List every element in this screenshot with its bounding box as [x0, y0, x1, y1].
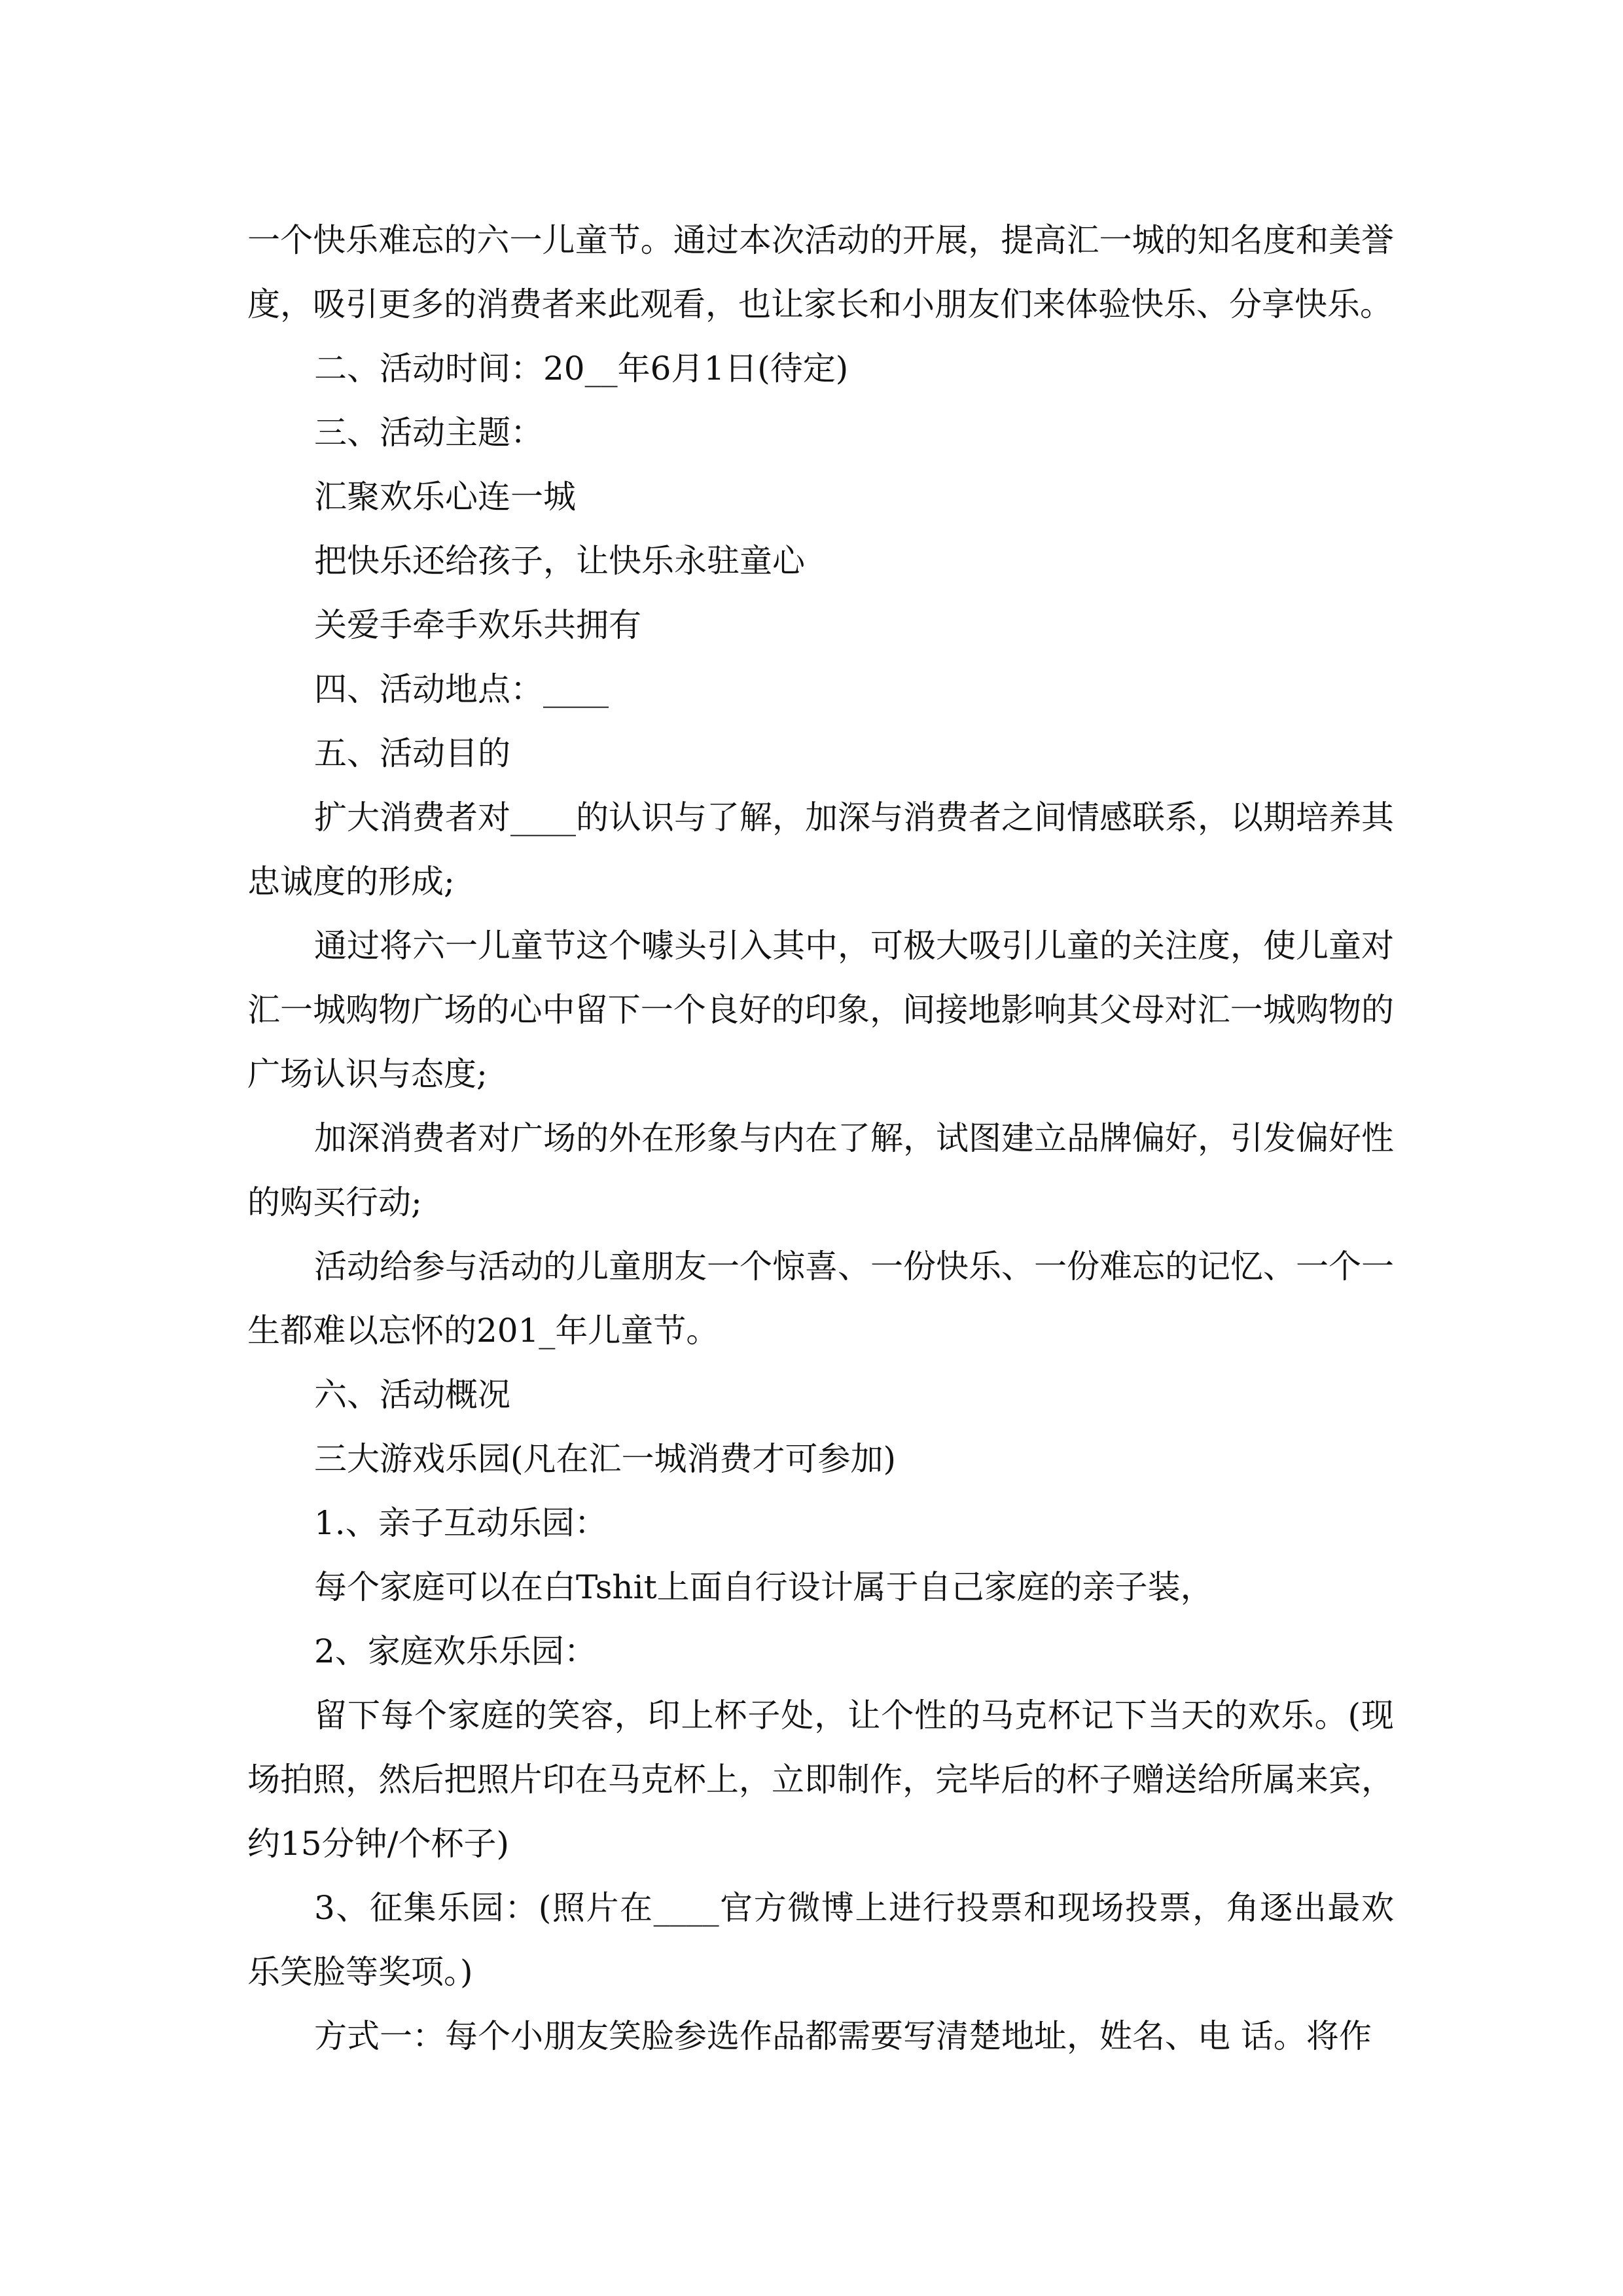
paragraph-purpose-2: 通过将六一儿童节这个噱头引入其中，可极大吸引儿童的关注度，使儿童对汇一城购物广场的心中留下一个良好的印象，间接地影响其父母对汇一城购物的广场认识与态度; [247, 927, 1394, 1093]
paragraph-park-3: 3、征集乐园：(照片在____官方微博上进行投票和现场投票，角逐出最欢乐笑脸等奖项。) [247, 1889, 1394, 1991]
paragraph-intro-continuation: 一个快乐难忘的六一儿童节。通过本次活动的开展，提高汇一城的知名度和美誉度，吸引更多的消费者来此观看，也让家长和小朋友们来体验快乐、分享快乐。 [247, 221, 1394, 323]
paragraph-method-1: 方式一：每个小朋友笑脸参选作品都需要写清楚地址，姓名、电 话。将作 [314, 2017, 1372, 2055]
paragraph-three-parks: 三大游戏乐园(凡在汇一城消费才可参加) [314, 1440, 897, 1478]
paragraph-park-2-desc: 留下每个家庭的笑容，印上杯子处，让个性的马克杯记下当天的欢乐。(现场拍照，然后把照片印在马克杯上，立即制作，完毕后的杯子赠送给所属来宾，约15分钟/个杯子) [247, 1696, 1394, 1863]
paragraph-activity-purpose-heading: 五、活动目的 [314, 734, 510, 772]
paragraph-park-1-title: 1.、亲子互动乐园： [314, 1504, 607, 1542]
paragraph-park-1-desc: 每个家庭可以在白Tshit上面自行设计属于自己家庭的亲子装， [314, 1568, 1213, 1606]
paragraph-theme-3: 关爱手牵手欢乐共拥有 [314, 606, 641, 644]
paragraph-theme-2: 把快乐还给孩子，让快乐永驻童心 [314, 542, 805, 580]
paragraph-purpose-4: 活动给参与活动的儿童朋友一个惊喜、一份快乐、一份难忘的记忆、一个一生都难以忘怀的201_年儿童节。 [247, 1247, 1394, 1350]
paragraph-activity-theme-heading: 三、活动主题： [314, 414, 543, 452]
paragraph-theme-1: 汇聚欢乐心连一城 [314, 478, 576, 516]
paragraph-park-2-title: 2、家庭欢乐乐园： [314, 1632, 597, 1670]
paragraph-purpose-3: 加深消费者对广场的外在形象与内在了解，试图建立品牌偏好，引发偏好性的购买行动; [247, 1119, 1394, 1221]
paragraph-activity-overview-heading: 六、活动概况 [314, 1376, 510, 1414]
paragraph-activity-time: 二、活动时间：20__年6月1日(待定) [314, 350, 849, 387]
paragraph-activity-location: 四、活动地点：____ [314, 670, 609, 708]
paragraph-purpose-1: 扩大消费者对____的认识与了解，加深与消费者之间情感联系，以期培养其忠诚度的形成; [247, 798, 1394, 901]
document-body [247, 208, 1394, 2068]
